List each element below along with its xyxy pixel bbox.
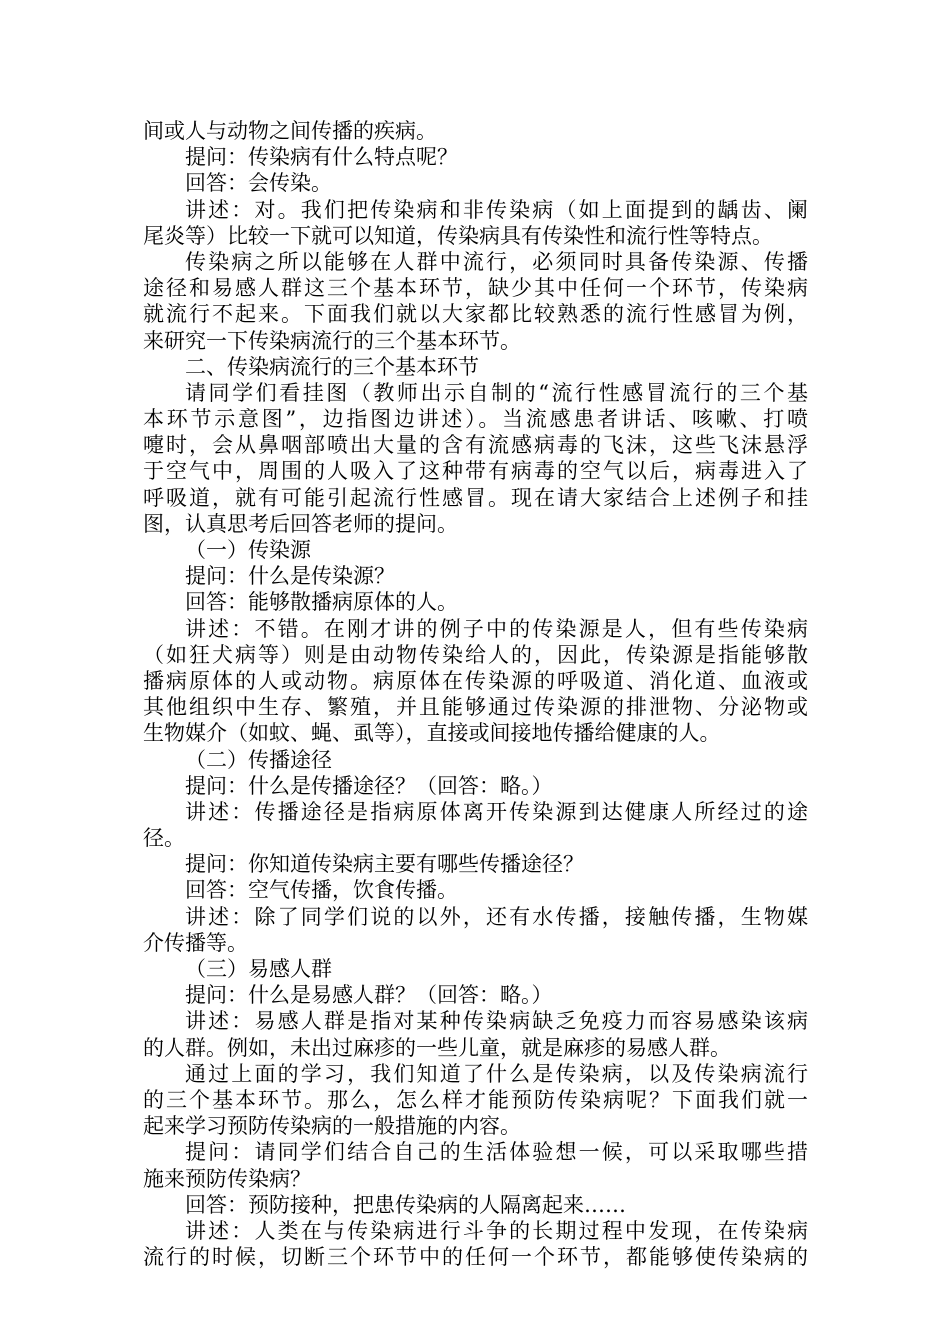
text-line: （二）传播途径 [185, 747, 332, 772]
text-line: 于空气中，周围的人吸入了这种带有病毒的空气以后，病毒进入了 [143, 459, 808, 484]
text-line: 生物媒介（如蚊、蝇、虱等），直接或间接地传播给健康的人。 [143, 721, 721, 746]
text-line: 就流行不起来。下面我们就以大家都比较熟悉的流行性感冒为例， [143, 302, 808, 327]
text-line: 讲述：易感人群是指对某种传染病缺乏免疫力而容易感染该病 [185, 1009, 808, 1034]
text-line: 其他组织中生存、繁殖，并且能够通过传染源的排泄物、分泌物或 [143, 695, 808, 720]
text-line: 本环节示意图”，边指图边讲述）。当流感患者讲话、咳嗽、打喷 [143, 407, 808, 432]
text-line: 回答：会传染。 [185, 171, 332, 196]
text-line: 起来学习预防传染病的一般措施的内容。 [143, 1114, 521, 1139]
text-line: 回答：空气传播，饮食传播。 [185, 878, 458, 903]
text-line: 提问：什么是易感人群？（回答：略。） [185, 983, 553, 1008]
text-line: 提问：什么是传播途径？（回答：略。） [185, 773, 553, 798]
text-line: 播病原体的人或动物。病原体在传染源的呼吸道、消化道、血液或 [143, 668, 808, 693]
text-line: 径。 [143, 826, 185, 851]
text-line: 呼吸道，就有可能引起流行性感冒。现在请大家结合上述例子和挂 [143, 485, 808, 510]
text-line: 传染病之所以能够在人群中流行，必须同时具备传染源、传播 [185, 249, 808, 274]
text-line: 尾炎等）比较一下就可以知道，传染病具有传染性和流行性等特点。 [143, 223, 773, 248]
text-line: 请同学们看挂图（教师出示自制的“流行性感冒流行的三个基 [185, 380, 808, 405]
text-line: 介传播等。 [143, 930, 248, 955]
text-line: 回答：预防接种，把患传染病的人隔离起来…… [185, 1192, 626, 1217]
text-line: （三）易感人群 [185, 957, 332, 981]
text-line: 二、传染病流行的三个基本环节 [185, 354, 479, 379]
text-line: 提问：传染病有什么特点呢？ [185, 145, 458, 170]
text-line: 的人群。例如，未出过麻疹的一些儿童，就是麻疹的易感人群。 [143, 1035, 731, 1060]
text-line: 间或人与动物之间传播的疾病。 [143, 119, 437, 143]
text-line: 图，认真思考后回答老师的提问。 [143, 511, 458, 536]
text-line: 途径和易感人群这三个基本环节，缺少其中任何一个环节，传染病 [143, 276, 808, 301]
text-line: 通过上面的学习，我们知道了什么是传染病，以及传染病流行 [185, 1061, 808, 1086]
text-line: 来研究一下传染病流行的三个基本环节。 [143, 328, 521, 353]
text-line: 讲述：人类在与传染病进行斗争的长期过程中发现，在传染病 [185, 1218, 808, 1243]
text-line: 讲述：除了同学们说的以外，还有水传播，接触传播，生物媒 [185, 904, 808, 929]
text-line: 流行的时候，切断三个环节中的任何一个环节，都能够使传染病的 [143, 1245, 808, 1270]
text-line: 讲述：对。我们把传染病和非传染病（如上面提到的龋齿、阑 [185, 197, 808, 222]
text-line: 提问：请同学们结合自己的生活体验想一候，可以采取哪些措 [185, 1140, 808, 1165]
text-line: 的三个基本环节。那么，怎么样才能预防传染病呢？下面我们就一 [143, 1087, 808, 1112]
document-page [143, 118, 808, 1270]
text-line: 回答：能够散播病原体的人。 [185, 590, 458, 615]
text-line: 嚏时，会从鼻咽部喷出大量的含有流感病毒的飞沫，这些飞沫悬浮 [143, 433, 808, 458]
text-line: 施来预防传染病？ [143, 1166, 311, 1191]
text-line: 讲述：不错。在刚才讲的例子中的传染源是人，但有些传染病 [185, 616, 808, 641]
text-line: 提问：你知道传染病主要有哪些传播途径？ [185, 852, 584, 877]
text-line: 提问：什么是传染源？ [185, 564, 395, 589]
text-line: （一）传染源 [185, 538, 311, 562]
text-line: （如狂犬病等）则是由动物传染给人的，因此，传染源是指能够散 [143, 642, 808, 667]
text-line: 讲述：传播途径是指病原体离开传染源到达健康人所经过的途 [185, 799, 808, 824]
